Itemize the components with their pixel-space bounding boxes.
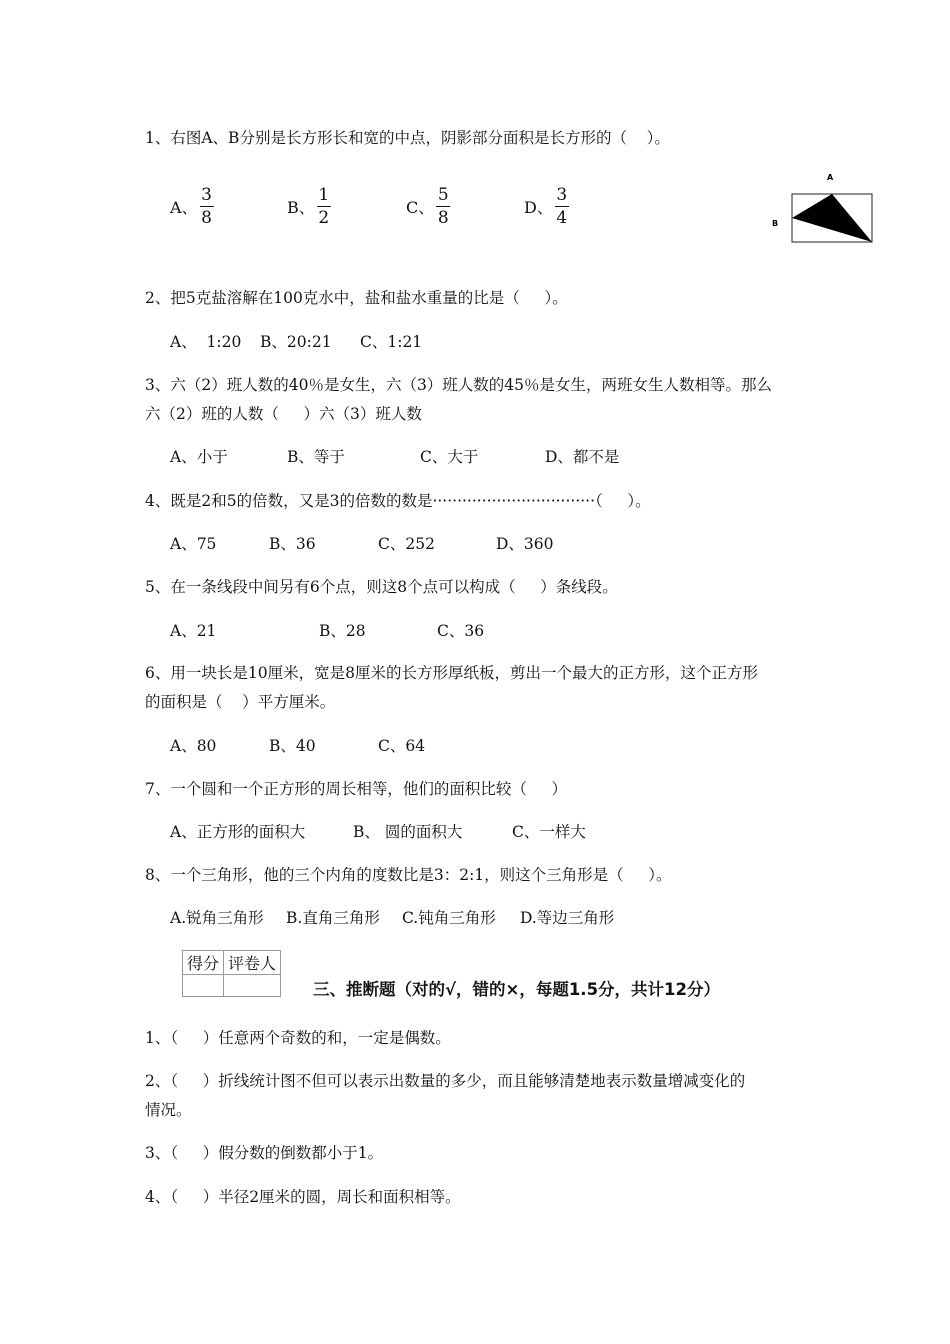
fraction [200,186,214,227]
judge-item-4: 4、（ ）半径2厘米的圆，周长和面积相等。 [145,1188,461,1206]
option-label: C、 [406,198,435,217]
q1-option-d [524,186,569,227]
score-table [182,950,281,997]
q1-option-a [170,186,214,227]
q2-option-a: A、 1:20 [170,333,242,351]
question-5-text: 5、在一条线段中间另有6个点，则这8个点可以构成（ ）条线段。 [145,578,618,596]
numerator: 3 [201,185,212,205]
q2-option-c: C、1:21 [360,333,423,351]
shaded-triangle [792,194,872,242]
judge-item-2-continued: 情况。 [145,1101,192,1119]
q8-option-c: C.钝角三角形 [402,909,496,927]
fraction [436,186,450,227]
judge-item-3: 3、（ ）假分数的倒数都小于1。 [145,1144,384,1162]
option-label: A、 [170,198,198,217]
q3-option-d: D、都不是 [545,448,620,466]
fraction-bar [200,206,214,207]
option-label: D、 [524,198,553,217]
q4-option-d: D、360 [496,535,554,553]
option-label: B、 [287,198,315,217]
q3-option-b: B、等于 [287,448,345,466]
question-8-text: 8、一个三角形，他的三个内角的度数比是3：2:1，则这个三角形是（ ）。 [145,866,672,884]
q7-option-a: A、正方形的面积大 [170,823,306,841]
q4-option-a: A、75 [170,535,217,553]
figure-label-b: B [772,219,779,228]
q6-option-c: C、64 [378,737,426,755]
denominator: 8 [201,208,212,228]
q4-option-c: C、252 [378,535,435,553]
q3-option-a: A、小于 [170,448,228,466]
q1-option-b [287,186,331,227]
q5-option-a: A、21 [170,622,217,640]
question-2-text: 2、把5克盐溶解在100克水中，盐和盐水重量的比是（ ）。 [145,289,568,307]
fraction-bar [436,206,450,207]
denominator: 2 [318,208,330,228]
numerator: 3 [556,185,568,205]
numerator: 5 [437,185,449,205]
judge-item-1: 1、（ ）任意两个奇数的和，一定是偶数。 [145,1029,451,1047]
q1-option-c [406,186,450,227]
q8-option-a: A.锐角三角形 [170,909,264,927]
fraction-bar [555,206,569,207]
question-1-text: 1、右图A、B分别是长方形长和宽的中点，阴影部分面积是长方形的（ ）。 [145,129,670,147]
q8-option-b: B.直角三角形 [286,909,380,927]
denominator: 4 [556,208,568,228]
q6-option-a: A、80 [170,737,217,755]
q7-option-b: B、 圆的面积大 [353,823,463,841]
question-3-text-line1: 3、六（2）班人数的40％是女生，六（3）班人数的45％是女生，两班女生人数相等。那么 [145,376,773,394]
figure-label-a: A [827,173,834,182]
score-cell[interactable] [183,975,224,997]
fraction [555,186,569,227]
grader-header: 评卷人 [224,951,281,975]
rectangle-shaded-triangle-figure [770,170,880,250]
numerator: 1 [318,185,330,205]
question-7-text: 7、一个圆和一个正方形的周长相等，他们的面积比较（ ） [145,780,567,798]
grader-cell[interactable] [224,975,281,997]
q8-option-d: D.等边三角形 [520,909,615,927]
fraction [317,186,331,227]
question-6-text-line2: 的面积是（ ）平方厘米。 [145,693,336,711]
judge-item-2: 2、（ ）折线统计图不但可以表示出数量的多少，而且能够清楚地表示数量增减变化的 [145,1072,746,1090]
score-header: 得分 [183,951,224,975]
q5-option-c: C、36 [437,622,485,640]
q5-option-b: B、28 [319,622,366,640]
question-4-text: 4、既是2和5的倍数，又是3的倍数的数是·································（ ）。 [145,492,651,510]
q7-option-c: C、一样大 [512,823,586,841]
q6-option-b: B、40 [269,737,316,755]
fraction-bar [317,206,331,207]
q4-option-b: B、36 [269,535,316,553]
denominator: 8 [437,208,449,228]
q3-option-c: C、大于 [420,448,479,466]
q2-option-b: B、20:21 [260,333,332,351]
question-3-text-line2: 六（2）班的人数（ ）六（3）班人数 [145,405,422,423]
question-6-text-line1: 6、用一块长是10厘米，宽是8厘米的长方形厚纸板，剪出一个最大的正方形，这个正方形 [145,664,758,682]
section-3-title: 三、推断题（对的√，错的×，每题1.5分，共计12分） [313,980,721,999]
